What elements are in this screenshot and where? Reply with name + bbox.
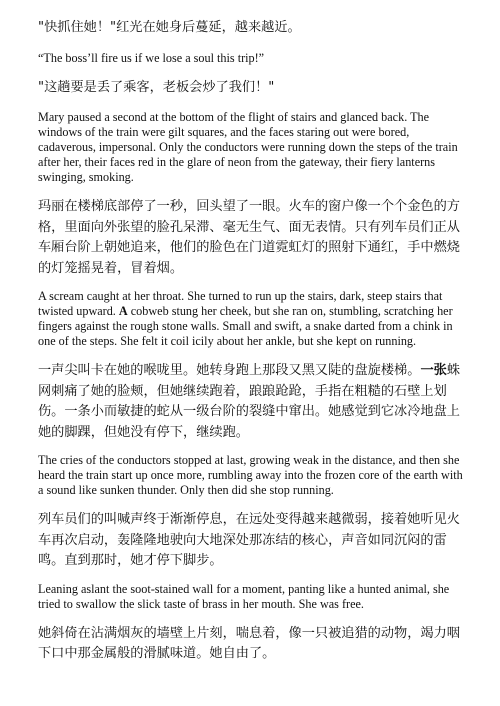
paragraph-zh-4-part-2: 蛛网刺痛了她的脸颊，但她继续跑着，踉踉跄跄，手指在粗糙的石壁上划伤。一条小而敏捷的蛇从一级台阶的裂缝中窜出。她感觉到它冰冷地盘上她的脚踝，但她没有停下，继续跑。 — [38, 363, 460, 440]
paragraph-zh-1: "快抓住她！"红光在她身后蔓延，越来越近。 — [38, 20, 301, 35]
paragraph-en-3-part-2: cobweb stung her cheek, but she ran on, stumbling, scratching her fingers against the rough stone walls. Small and swift, a snake darted from a chink in one of the steps. She felt it coil icily about her ankle, but she kept on running. — [38, 304, 453, 348]
paragraph-zh-5: 列车员们的叫喊声终于渐渐停息，在远处变得越来越微弱，接着她听见火车再次启动，轰隆隆地驶向大地深处那冻结的核心，声音如同沉闷的雷鸣。直到那时，她才停下脚步。 — [38, 512, 460, 568]
paragraph-en-4: The cries of the conductors stopped at last, growing weak in the distance, and then she heard the train start up once more, rumbling away into the frozen core of the earth with a sound like sunken thunder. Only then did she stop running. — [38, 453, 463, 497]
paragraph-en-3 — [38, 289, 470, 349]
paragraph-en-3-bold: A — [118, 304, 128, 318]
paragraph-zh-4-part-1: 一声尖叫卡在她的喉咙里。她转身跑上那段又黑又陡的盘旋楼梯。 — [38, 363, 421, 378]
paragraph-en-2: Mary paused a second at the bottom of the flight of stairs and glanced back. The windows of the train were gilt squares, and the faces staring out were bored, cadaverous, impersonal. Only the conductors were running down the steps of the train after her, their faces red in the glare of neon from the gateway, their fiery lanterns swinging, smoking. — [38, 110, 458, 184]
document-page — [38, 18, 470, 665]
paragraph-zh-6: 她斜倚在沾满烟灰的墙壁上片刻，喘息着，像一只被追猎的动物，竭力咽下口中那金属般的滑腻味道。她自由了。 — [38, 625, 460, 661]
paragraph-zh-4-bold: 一张 — [420, 363, 447, 378]
paragraph-en-5: Leaning aslant the soot-stained wall for a moment, panting like a hunted animal, she tried to swallow the slick taste of brass in her mouth. She was free. — [38, 581, 450, 611]
paragraph-zh-3: 玛丽在楼梯底部停了一秒，回头望了一眼。火车的窗户像一个个金色的方格，里面向外张望的脸孔呆滞、毫无生气、面无表情。只有列车员们正从车厢台阶上朝她追来，他们的脸色在门道霓虹灯的照射下通红，手中燃烧的灯笼摇晃着，冒着烟。 — [38, 199, 460, 276]
paragraph-en-3-part-1: A scream caught at her throat. She turned to run up the stairs, dark, steep stairs that twisted upward. — [38, 289, 443, 318]
paragraph-en-1: “The boss’ll fire us if we lose a soul this trip!” — [38, 50, 265, 65]
paragraph-zh-4 — [38, 361, 470, 443]
paragraph-zh-2: "这趟要是丢了乘客，老板会炒了我们！" — [38, 79, 275, 95]
